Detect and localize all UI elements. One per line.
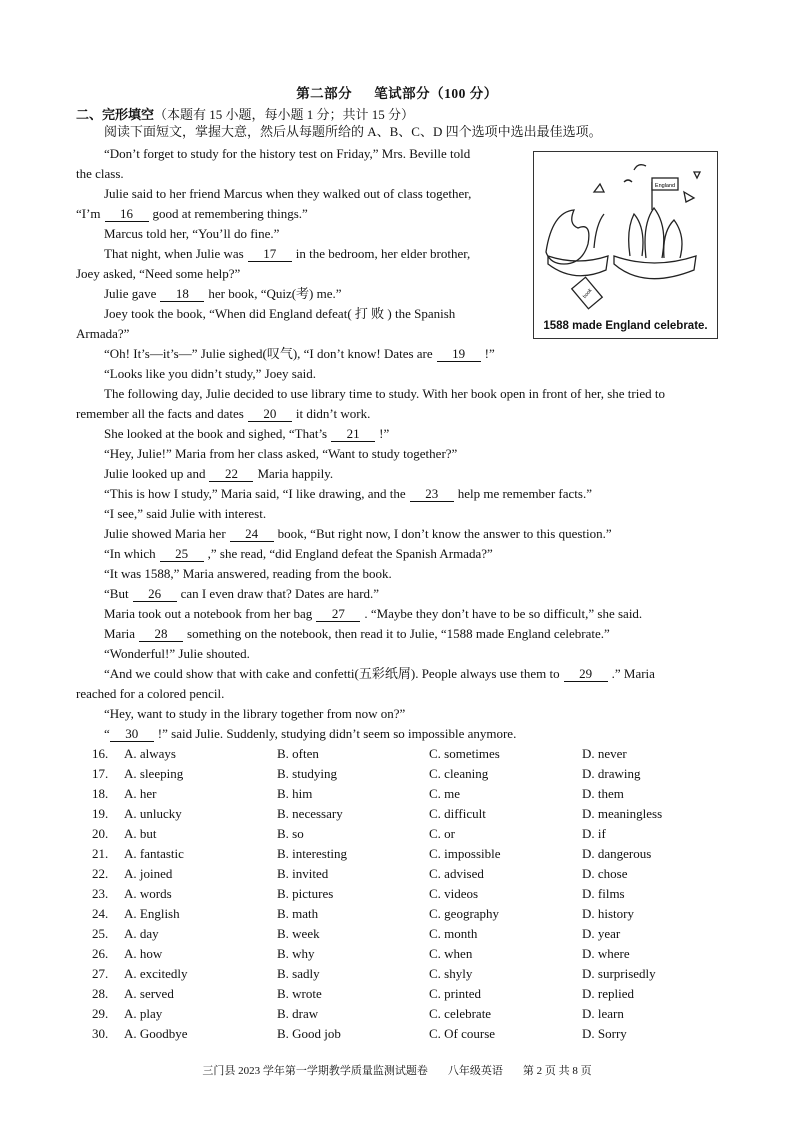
passage-line: “I’m 16 good at remembering things.” (76, 206, 308, 221)
question-number: 22. (92, 866, 109, 881)
passage-line: “In which 25 ,” she read, “did England defeat the Spanish Armada?” (104, 546, 493, 561)
option-b[interactable]: B. why (277, 946, 315, 961)
blank-22: 22 (209, 467, 253, 482)
passage-line: She looked at the book and sighed, “That’s 21 !” (104, 426, 390, 441)
passage-line: “I see,” said Julie with interest. (104, 506, 267, 521)
part-title (0, 82, 794, 102)
question-number: 30. (92, 1026, 109, 1041)
option-a[interactable]: A. sleeping (124, 766, 184, 781)
question-number: 20. (92, 826, 109, 841)
option-d[interactable]: D. drawing (582, 766, 641, 781)
blank-28: 28 (139, 627, 183, 642)
option-d[interactable]: D. where (582, 946, 630, 961)
option-d[interactable]: D. meaningless (582, 806, 663, 821)
passage-line: “Wonderful!” Julie shouted. (104, 646, 250, 661)
option-a[interactable]: A. play (124, 1006, 163, 1021)
question-number: 17. (92, 766, 109, 781)
option-d[interactable]: D. replied (582, 986, 634, 1001)
instruction: 阅读下面短文，掌握大意，然后从每题所给的 A、B、C、D 四个选项中选出最佳选项。 (104, 124, 602, 139)
option-c[interactable]: C. Of course (429, 1026, 496, 1041)
option-d[interactable]: D. them (582, 786, 624, 801)
section-title: 二、完形填空 (76, 107, 155, 122)
option-a[interactable]: A. always (124, 746, 176, 761)
option-b[interactable]: B. necessary (277, 806, 343, 821)
blank-25: 25 (160, 547, 204, 562)
option-c[interactable]: C. when (429, 946, 473, 961)
option-c[interactable]: C. videos (429, 886, 479, 901)
passage-line: “But 26 can I even draw that? Dates are hard.” (104, 586, 380, 601)
option-b[interactable]: B. him (277, 786, 313, 801)
option-b[interactable]: B. wrote (277, 986, 322, 1001)
option-c[interactable]: C. sometimes (429, 746, 500, 761)
option-d[interactable]: D. films (582, 886, 625, 901)
blank-17: 17 (248, 247, 292, 262)
passage-line: Armada?” (76, 326, 130, 341)
option-c[interactable]: C. celebrate (429, 1006, 492, 1021)
option-a[interactable]: A. excitedly (124, 966, 188, 981)
option-d[interactable]: D. surprisedly (582, 966, 656, 981)
blank-19: 19 (437, 347, 481, 362)
blank-18: 18 (160, 287, 204, 302)
blank-24: 24 (230, 527, 274, 542)
question-number: 18. (92, 786, 109, 801)
passage-line: “Oh! It’s—it’s—” Julie sighed(叹气), “I don’t know! Dates are 19 !” (104, 346, 495, 361)
option-d[interactable]: D. if (582, 826, 606, 841)
blank-27: 27 (316, 607, 360, 622)
option-a[interactable]: A. words (124, 886, 172, 901)
option-b[interactable]: B. invited (277, 866, 329, 881)
option-b[interactable]: B. sadly (277, 966, 320, 981)
passage-line: “Looks like you didn’t study,” Joey said. (104, 366, 316, 381)
blank-29: 29 (564, 667, 608, 682)
option-b[interactable]: B. math (277, 906, 319, 921)
option-b[interactable]: B. Good job (277, 1026, 341, 1041)
option-a[interactable]: A. joined (124, 866, 173, 881)
blank-21: 21 (331, 427, 375, 442)
book-text: book (581, 287, 594, 300)
passage-line: “It was 1588,” Maria answered, reading from the book. (104, 566, 392, 581)
passage-line: Joey took the book, “When did England defeat( 打 败 ) the Spanish (104, 306, 456, 321)
option-d[interactable]: D. dangerous (582, 846, 652, 861)
passage-line: remember all the facts and dates 20 it didn’t work. (76, 406, 371, 421)
option-c[interactable]: C. geography (429, 906, 500, 921)
option-b[interactable]: B. interesting (277, 846, 348, 861)
passage-line: Joey asked, “Need some help?” (76, 266, 241, 281)
written-label: 笔试部分（100 分） (374, 86, 498, 101)
passage-line: Julie said to her friend Marcus when they walked out of class together, (104, 186, 472, 201)
blank-16: 16 (105, 207, 149, 222)
blank-30: 30 (110, 727, 154, 742)
option-a[interactable]: A. unlucky (124, 806, 182, 821)
question-number: 16. (92, 746, 109, 761)
passage-line: That night, when Julie was 17 in the bedroom, her elder brother, (104, 246, 471, 261)
blank-26: 26 (133, 587, 177, 602)
passage-line: Julie looked up and 22 Maria happily. (104, 466, 334, 481)
option-c[interactable]: C. cleaning (429, 766, 489, 781)
exam-name: 三门县 2023 学年第一学期教学质量监测试题卷 (202, 1065, 428, 1077)
section-note: （本题有 15 小题，每小题 1 分；共计 15 分） (154, 107, 415, 122)
passage-line: Maria 28 something on the notebook, then read it to Julie, “1588 made England celebrate.” (104, 626, 610, 641)
passage-line: “Don’t forget to study for the history test on Friday,” Mrs. Beville told (104, 146, 471, 161)
option-a[interactable]: A. her (124, 786, 157, 801)
question-number: 26. (92, 946, 109, 961)
option-a[interactable]: A. Goodbye (124, 1026, 188, 1041)
option-a[interactable]: A. day (124, 926, 159, 941)
question-number: 24. (92, 906, 109, 921)
passage-line: Julie showed Maria her 24 book, “But right now, I don’t know the answer to this question.” (104, 526, 612, 541)
question-number: 25. (92, 926, 109, 941)
option-b[interactable]: B. draw (277, 1006, 319, 1021)
blank-20: 20 (248, 407, 292, 422)
option-d[interactable]: D. never (582, 746, 627, 761)
passage-line: “Hey, Julie!” Maria from her class asked, “Want to study together?” (104, 446, 458, 461)
passage-line: Marcus told her, “You’ll do fine.” (104, 226, 280, 241)
option-b[interactable]: B. often (277, 746, 319, 761)
passage-line: Julie gave 18 her book, “Quiz(考) me.” (104, 286, 342, 301)
option-b[interactable]: B. pictures (277, 886, 334, 901)
question-number: 29. (92, 1006, 109, 1021)
option-d[interactable]: D. learn (582, 1006, 624, 1021)
passage-line: “ 30 !” said Julie. Suddenly, studying didn’t seem so impossible anymore. (104, 726, 517, 741)
question-number: 23. (92, 886, 109, 901)
option-b[interactable]: B. week (277, 926, 320, 941)
option-c[interactable]: C. shyly (429, 966, 473, 981)
option-b[interactable]: B. so (277, 826, 304, 841)
option-a[interactable]: A. but (124, 826, 157, 841)
option-b[interactable]: B. studying (277, 766, 337, 781)
section-heading (76, 104, 414, 123)
option-d[interactable]: D. chose (582, 866, 628, 881)
part-label: 第二部分 (296, 86, 353, 101)
figure-caption: 1588 made England celebrate. (543, 320, 708, 332)
question-number: 19. (92, 806, 109, 821)
option-c[interactable]: C. month (429, 926, 478, 941)
option-d[interactable]: D. year (582, 926, 621, 941)
option-c[interactable]: C. printed (429, 986, 481, 1001)
question-number: 28. (92, 986, 109, 1001)
blank-23: 23 (410, 487, 454, 502)
option-a[interactable]: A. English (124, 906, 180, 921)
option-c[interactable]: C. advised (429, 866, 484, 881)
passage-line: Maria took out a notebook from her bag 27 . “Maybe they don’t have to be so difficult,” she said. (104, 606, 643, 621)
question-number: 21. (92, 846, 109, 861)
option-a[interactable]: A. fantastic (124, 846, 184, 861)
page-number: 第 2 页 共 8 页 (522, 1065, 592, 1077)
flag-text: England (654, 183, 676, 189)
passage-line: reached for a colored pencil. (76, 686, 225, 701)
passage-line: the class. (76, 166, 124, 181)
option-d[interactable]: D. history (582, 906, 634, 921)
passage-line: “Hey, want to study in the library together from now on?” (104, 706, 406, 721)
passage-line: The following day, Julie decided to use library time to study. With her book open in front of her, she tried to (104, 386, 665, 401)
option-c[interactable]: C. difficult (429, 806, 486, 821)
page-footer (0, 1062, 794, 1078)
option-d[interactable]: D. Sorry (582, 1026, 627, 1041)
option-c[interactable]: C. me (429, 786, 461, 801)
passage-line: “And we could show that with cake and confetti(五彩纸屑). People always use them to 29 .” Maria (104, 666, 655, 681)
option-a[interactable]: A. how (124, 946, 163, 961)
subject-label: 八年级英语 (447, 1065, 503, 1077)
passage-line: “This is how I study,” Maria said, “I like drawing, and the 23 help me remember facts.” (104, 486, 592, 501)
option-c[interactable]: C. or (429, 826, 455, 841)
option-a[interactable]: A. served (124, 986, 174, 1001)
question-number: 27. (92, 966, 109, 981)
option-c[interactable]: C. impossible (429, 846, 501, 861)
